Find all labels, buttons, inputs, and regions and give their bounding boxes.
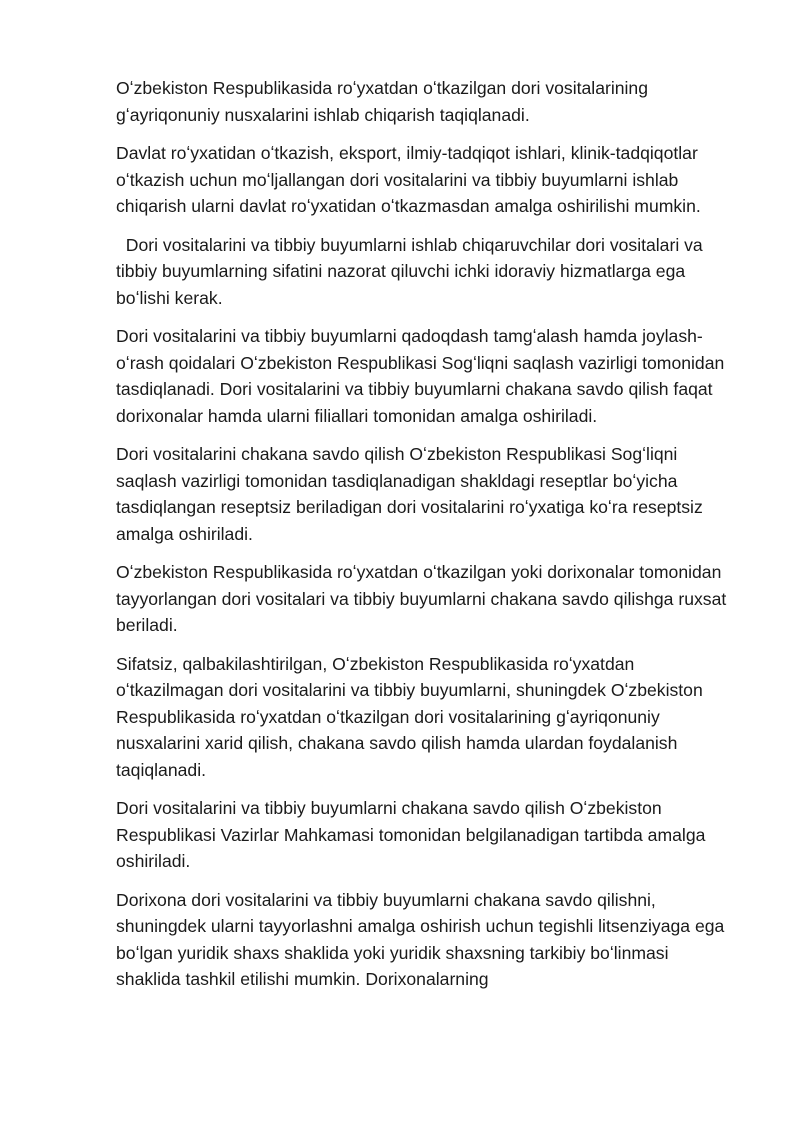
paragraph-9: Dorixona dori vositalarini va tibbiy buyumlarni chakana savdo qilishni, shuningdek ularni tayyorlashni amalga oshirish uchun tegishli litsenziyaga ega boʻlgan yuridik shaxs shaklida yoki yuridik shaxsning tarkibiy boʻlinmasi shaklida tashkil etilishi mumkin. Dorixonalarning — [116, 889, 725, 989]
paragraph-3: Dori vositalarini va tibbiy buyumlarni ishlab chiqaruvchilar dori vositalari va tibbiy buyumlarning sifatini nazorat qiluvchi ichki idoraviy hizmatlarga ega boʻlishi kerak. — [116, 234, 708, 308]
paragraph-8: Dori vositalarini va tibbiy buyumlarni chakana savdo qilish Oʻzbekiston Respublikasi Vazirlar Mahkamasi tomonidan belgilanadigan tartibda amalga oshiriladi. — [116, 798, 706, 871]
paragraph-4: Dori vositalarini va tibbiy buyumlarni qadoqdash tamgʻalash hamda joylash-oʻrash qoidalari Oʻzbekiston Respublikasi Sogʻliqni saqlash vazirligi tomonidan tasdiqlanadi. Dori vositalarini va tibbiy buyumlarni chakana savdo qilish faqat dorixonalar hamda ularni filiallari tomonidan amalga oshiriladi. — [116, 326, 725, 426]
paragraph-5: Dori vositalarini chakana savdo qilish Oʻzbekiston Respublikasi Sogʻliqni saqlash vazirligi tomonidan tasdiqlanadigan shakldagi reseptlar boʻyicha tasdiqlangan reseptsiz beriladigan dori vositalarini roʻyxatiga koʻra reseptsiz amalga oshiriladi. — [116, 444, 703, 544]
paragraph-1: Oʻzbekiston Respublikasida roʻyxatdan oʻtkazilgan dori vositalarining gʻayriqonuniy nusxalarini ishlab chiqarish taqiqlanadi. — [116, 78, 649, 125]
document-body — [116, 75, 736, 1005]
paragraph-7: Sifatsiz, qalbakilashtirilgan, Oʻzbekiston Respublikasida roʻyxatdan oʻtkazilmagan dori vositalarini va tibbiy buyumlarni, shuningdek Oʻzbekiston Respublikasida roʻyxatdan oʻtkazilgan dori vositalarining gʻayriqonuniy nusxalarini xarid qilish, chakana savdo qilish hamda ulardan foydalanish taqiqlanadi. — [116, 653, 703, 780]
paragraph-6: Oʻzbekiston Respublikasida roʻyxatdan oʻtkazilgan yoki dorixonalar tomonidan tayyorlangan dori vositalari va tibbiy buyumlarni chakana savdo qilishga ruxsat beriladi. — [116, 562, 727, 635]
paragraph-2: Davlat roʻyxatidan oʻtkazish, eksport, ilmiy-tadqiqot ishlari, klinik-tadqiqotlar oʻtkazish uchun moʻljallangan dori vositalarini va tibbiy buyumlarni ishlab chiqarish ularni davlat roʻyxatidan oʻtkazmasdan amalga oshirilishi mumkin. — [116, 143, 701, 216]
